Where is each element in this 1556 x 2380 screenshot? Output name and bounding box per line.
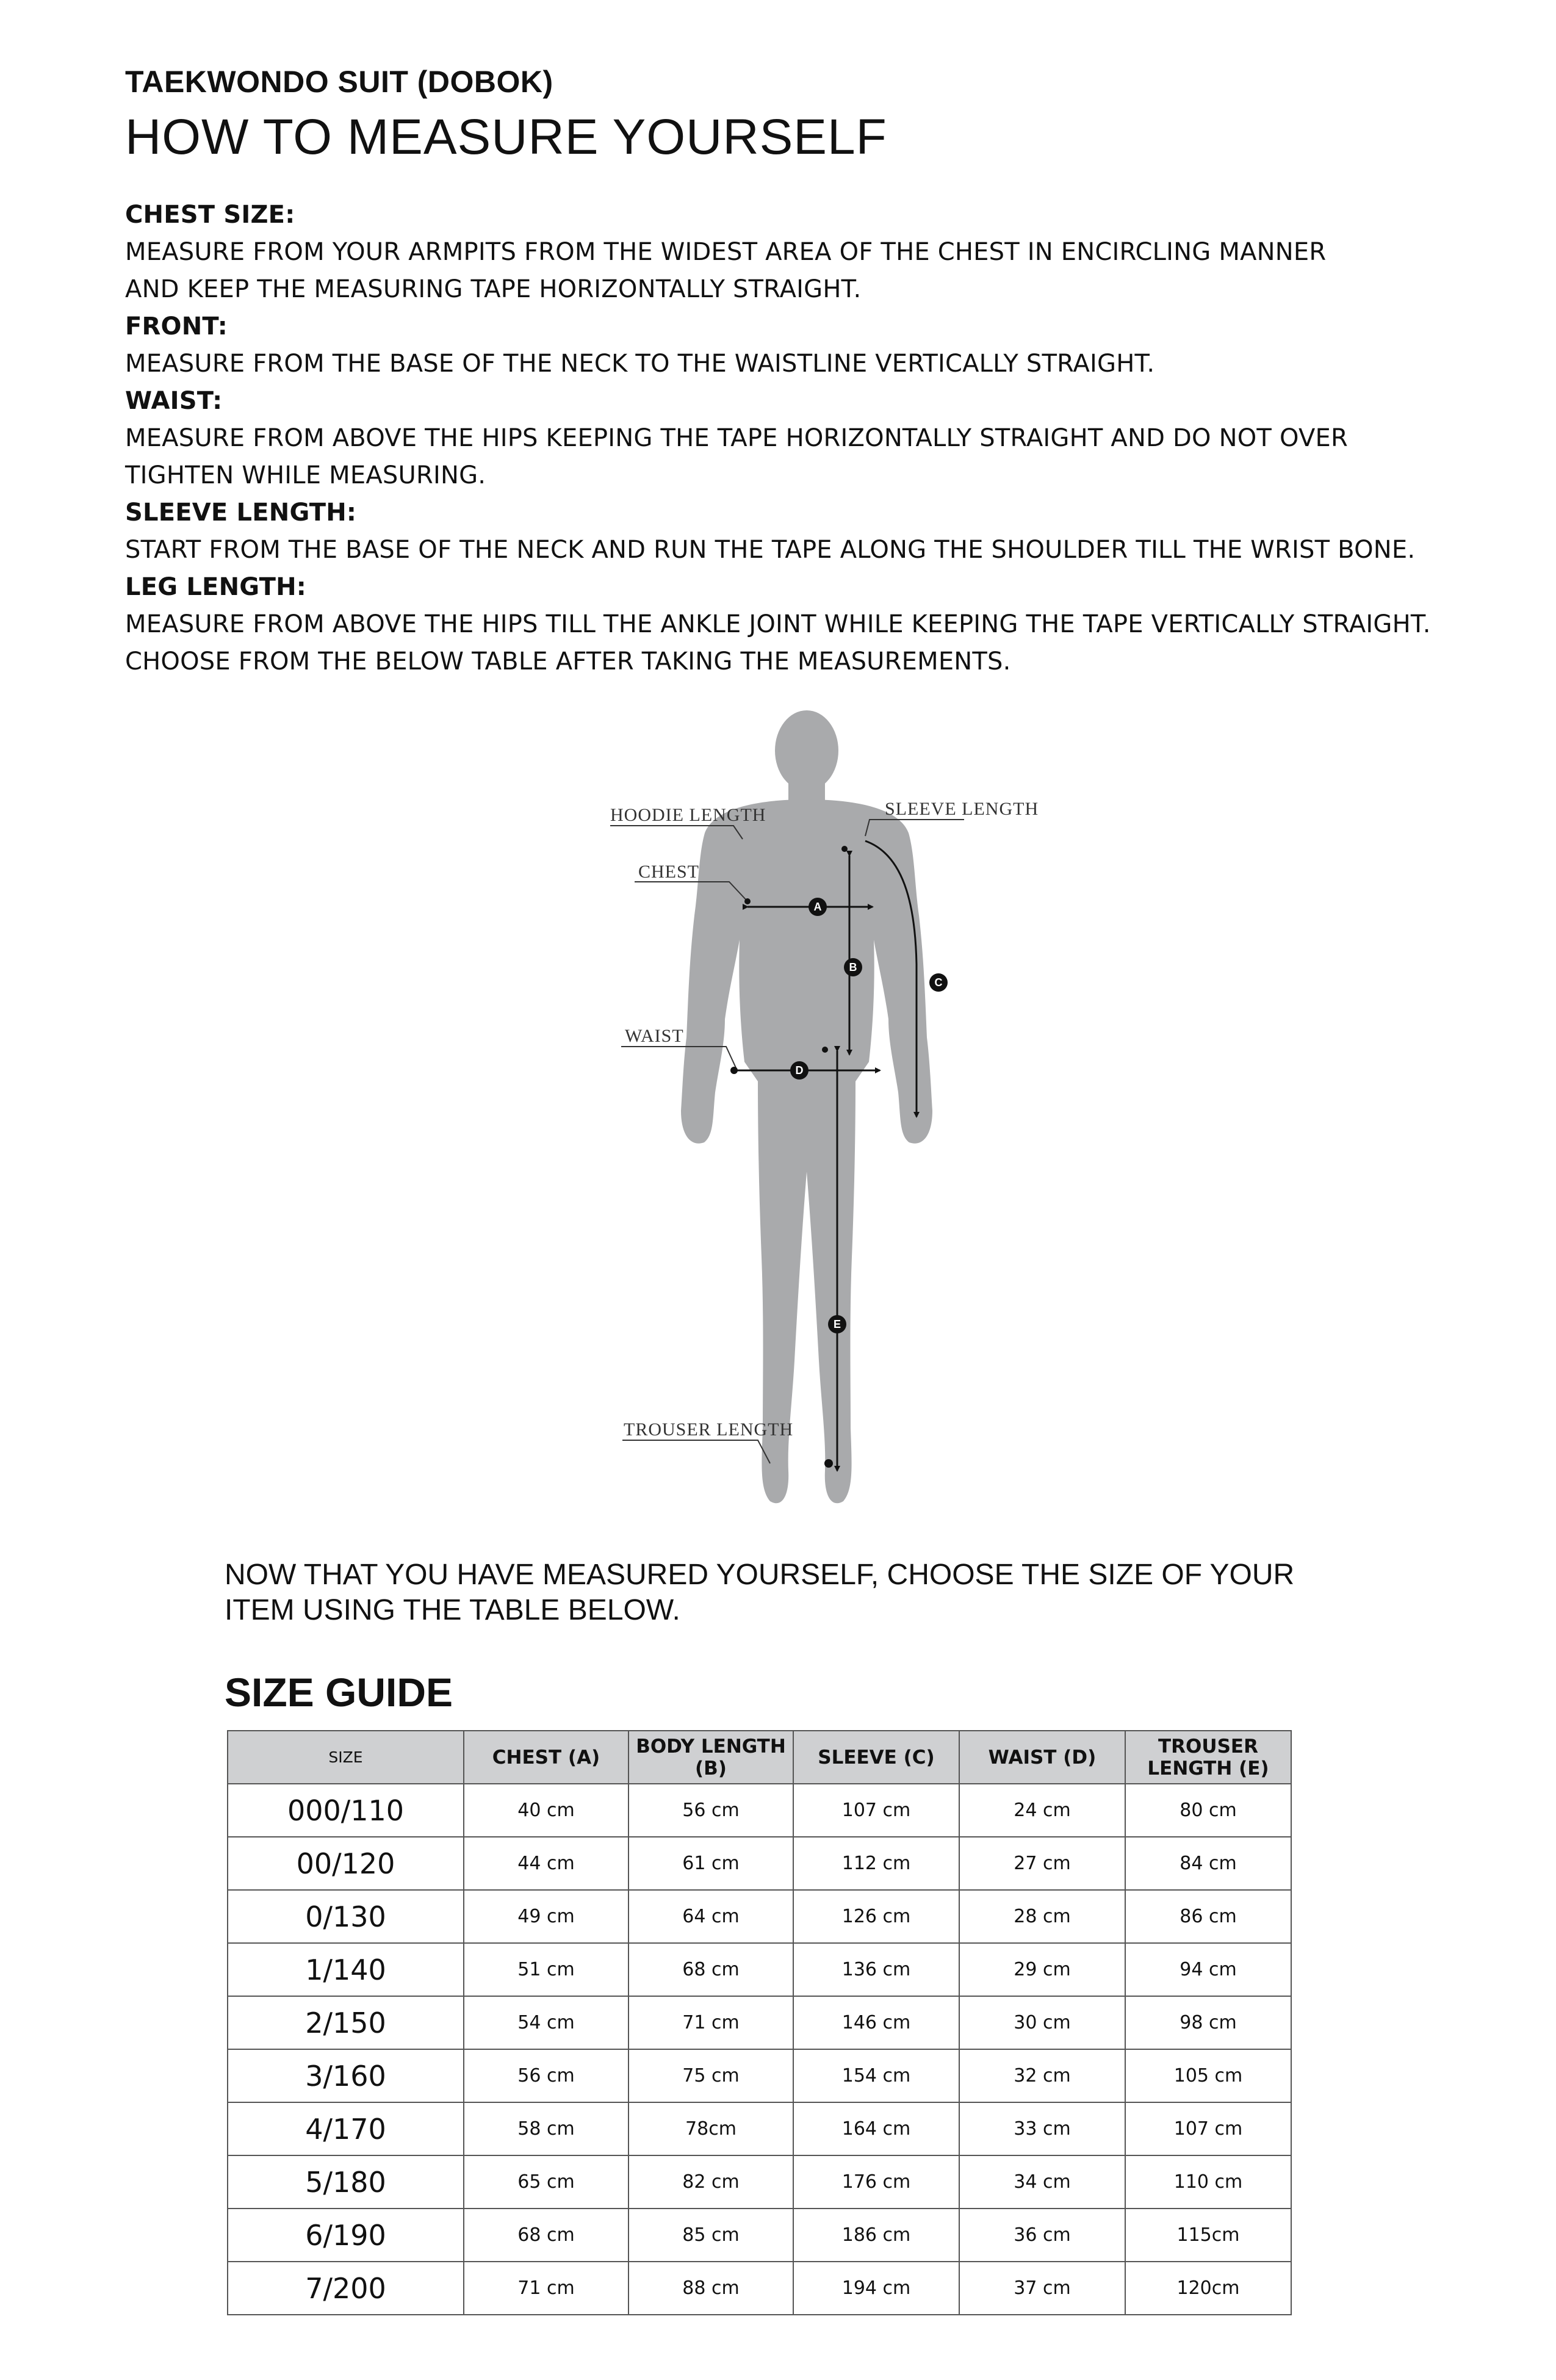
cell-chest: 68 cm — [464, 2209, 629, 2262]
marker-d — [790, 1061, 809, 1080]
size-selection-prompt — [225, 1557, 1445, 1628]
cell-sleeve: 112 cm — [793, 1837, 959, 1890]
column-header-chest: CHEST (A) — [464, 1731, 629, 1784]
cell-trouser-length: 107 cm — [1125, 2102, 1291, 2155]
cell-size: 4/170 — [228, 2102, 464, 2155]
cell-trouser-length: 105 cm — [1125, 2049, 1291, 2102]
instruction-line: MEASURE FROM ABOVE THE HIPS TILL THE ANKLE JOINT WHILE KEEPING THE TAPE VERTICALLY STRAIGHT. — [125, 610, 1431, 638]
instruction-heading-leg: LEG LENGTH: — [125, 573, 306, 601]
cell-trouser-length: 94 cm — [1125, 1943, 1291, 1996]
table-row — [228, 1996, 1291, 2049]
column-header-waist: WAIST (D) — [959, 1731, 1125, 1784]
cell-trouser-length: 86 cm — [1125, 1890, 1291, 1943]
cell-body-length: 88 cm — [629, 2262, 793, 2315]
cell-size: 3/160 — [228, 2049, 464, 2102]
column-header-body-length: BODY LENGTH (B) — [629, 1731, 793, 1784]
cell-size: 0/130 — [228, 1890, 464, 1943]
instruction-line: MEASURE FROM YOUR ARMPITS FROM THE WIDEST AREA OF THE CHEST IN ENCIRCLING MANNER — [125, 238, 1327, 266]
cell-sleeve: 154 cm — [793, 2049, 959, 2102]
marker-c — [929, 973, 948, 992]
cell-body-length: 71 cm — [629, 1996, 793, 2049]
instruction-heading-front: FRONT: — [125, 312, 228, 341]
trouser-anchor-dot — [824, 1459, 833, 1468]
marker-a-label: A — [813, 901, 822, 913]
cell-waist: 36 cm — [959, 2209, 1125, 2262]
cell-waist: 27 cm — [959, 1837, 1125, 1890]
cell-trouser-length: 98 cm — [1125, 1996, 1291, 2049]
cell-size: 6/190 — [228, 2209, 464, 2262]
marker-e — [828, 1315, 846, 1333]
column-header-sleeve: SLEEVE (C) — [793, 1731, 959, 1784]
table-row — [228, 1890, 1291, 1943]
cell-chest: 51 cm — [464, 1943, 629, 1996]
marker-a — [809, 898, 827, 916]
cell-size: 5/180 — [228, 2155, 464, 2209]
instruction-line: MEASURE FROM THE BASE OF THE NECK TO THE WAISTLINE VERTICALLY STRAIGHT. — [125, 350, 1155, 378]
prompt-line: ITEM USING THE TABLE BELOW. — [225, 1594, 680, 1626]
column-header-size: SIZE — [228, 1731, 464, 1784]
body-measurement-diagram — [598, 708, 1062, 1550]
marker-b — [844, 958, 862, 976]
cell-sleeve: 146 cm — [793, 1996, 959, 2049]
instruction-line: AND KEEP THE MEASURING TAPE HORIZONTALLY STRAIGHT. — [125, 275, 862, 303]
size-guide-table — [227, 1730, 1292, 2315]
cell-body-length: 56 cm — [629, 1784, 793, 1837]
waist-anchor-dot-right — [822, 1047, 828, 1053]
cell-chest: 54 cm — [464, 1996, 629, 2049]
page-title: HOW TO MEASURE YOURSELF — [125, 109, 887, 165]
document-subtitle: TAEKWONDO SUIT (DOBOK) — [125, 65, 553, 99]
cell-sleeve: 176 cm — [793, 2155, 959, 2209]
table-row — [228, 2049, 1291, 2102]
human-silhouette — [681, 710, 932, 1503]
instruction-heading-sleeve: SLEEVE LENGTH: — [125, 499, 357, 527]
instruction-heading-waist: WAIST: — [125, 387, 223, 415]
cell-waist: 28 cm — [959, 1890, 1125, 1943]
table-row — [228, 2209, 1291, 2262]
cell-body-length: 75 cm — [629, 2049, 793, 2102]
cell-sleeve: 136 cm — [793, 1943, 959, 1996]
table-row — [228, 2155, 1291, 2209]
marker-c-label: C — [934, 976, 943, 989]
cell-body-length: 61 cm — [629, 1837, 793, 1890]
cell-waist: 30 cm — [959, 1996, 1125, 2049]
table-row — [228, 2102, 1291, 2155]
measuring-instructions — [125, 197, 1468, 680]
cell-size: 7/200 — [228, 2262, 464, 2315]
cell-chest: 71 cm — [464, 2262, 629, 2315]
chest-anchor-dot — [744, 898, 751, 904]
cell-body-length: 78cm — [629, 2102, 793, 2155]
cell-waist: 34 cm — [959, 2155, 1125, 2209]
cell-sleeve: 186 cm — [793, 2209, 959, 2262]
cell-chest: 44 cm — [464, 1837, 629, 1890]
column-header-trouser-length — [1125, 1731, 1291, 1784]
table-header-row — [228, 1731, 1291, 1784]
instruction-line: MEASURE FROM ABOVE THE HIPS KEEPING THE TAPE HORIZONTALLY STRAIGHT AND DO NOT OVER — [125, 424, 1348, 452]
table-row — [228, 2262, 1291, 2315]
cell-size: 1/140 — [228, 1943, 464, 1996]
instruction-line: TIGHTEN WHILE MEASURING. — [125, 461, 486, 489]
column-header-trouser-line2: LENGTH (E) — [1147, 1757, 1269, 1780]
table-row — [228, 1943, 1291, 1996]
cell-waist: 33 cm — [959, 2102, 1125, 2155]
cell-chest: 65 cm — [464, 2155, 629, 2209]
cell-size: 00/120 — [228, 1837, 464, 1890]
cell-waist: 24 cm — [959, 1784, 1125, 1837]
cell-chest: 56 cm — [464, 2049, 629, 2102]
cell-size: 000/110 — [228, 1784, 464, 1837]
sleeve-length-label: SLEEVE LENGTH — [885, 799, 1039, 819]
cell-chest: 49 cm — [464, 1890, 629, 1943]
hoodie-anchor-dot — [841, 846, 848, 852]
table-row — [228, 1784, 1291, 1837]
waist-label: WAIST — [625, 1026, 684, 1046]
table-body — [228, 1784, 1291, 2315]
marker-b-label: B — [849, 961, 857, 973]
waist-anchor-dot — [730, 1067, 738, 1074]
size-guide-title: SIZE GUIDE — [225, 1670, 453, 1715]
cell-waist: 37 cm — [959, 2262, 1125, 2315]
marker-d-label: D — [795, 1064, 804, 1076]
hoodie-length-label: HOODIE LENGTH — [610, 805, 766, 825]
cell-body-length: 64 cm — [629, 1890, 793, 1943]
marker-e-label: E — [833, 1318, 841, 1330]
cell-trouser-length: 80 cm — [1125, 1784, 1291, 1837]
cell-body-length: 82 cm — [629, 2155, 793, 2209]
cell-sleeve: 164 cm — [793, 2102, 959, 2155]
cell-waist: 29 cm — [959, 1943, 1125, 1996]
column-header-trouser-line1: TROUSER — [1158, 1735, 1258, 1758]
cell-sleeve: 107 cm — [793, 1784, 959, 1837]
cell-sleeve: 194 cm — [793, 2262, 959, 2315]
cell-trouser-length: 120cm — [1125, 2262, 1291, 2315]
cell-body-length: 68 cm — [629, 1943, 793, 1996]
cell-trouser-length: 84 cm — [1125, 1837, 1291, 1890]
cell-trouser-length: 110 cm — [1125, 2155, 1291, 2209]
instruction-line: START FROM THE BASE OF THE NECK AND RUN THE TAPE ALONG THE SHOULDER TILL THE WRIST BONE. — [125, 536, 1416, 564]
cell-chest: 58 cm — [464, 2102, 629, 2155]
instruction-line: CHOOSE FROM THE BELOW TABLE AFTER TAKING THE MEASUREMENTS. — [125, 647, 1011, 676]
cell-waist: 32 cm — [959, 2049, 1125, 2102]
cell-chest: 40 cm — [464, 1784, 629, 1837]
table-row — [228, 1837, 1291, 1890]
cell-body-length: 85 cm — [629, 2209, 793, 2262]
cell-size: 2/150 — [228, 1996, 464, 2049]
cell-trouser-length: 115cm — [1125, 2209, 1291, 2262]
trouser-length-label: TROUSER LENGTH — [624, 1419, 794, 1440]
chest-label: CHEST — [638, 862, 700, 882]
cell-sleeve: 126 cm — [793, 1890, 959, 1943]
prompt-line: NOW THAT YOU HAVE MEASURED YOURSELF, CHOOSE THE SIZE OF YOUR — [225, 1559, 1295, 1591]
instruction-heading-chest: CHEST SIZE: — [125, 201, 295, 229]
